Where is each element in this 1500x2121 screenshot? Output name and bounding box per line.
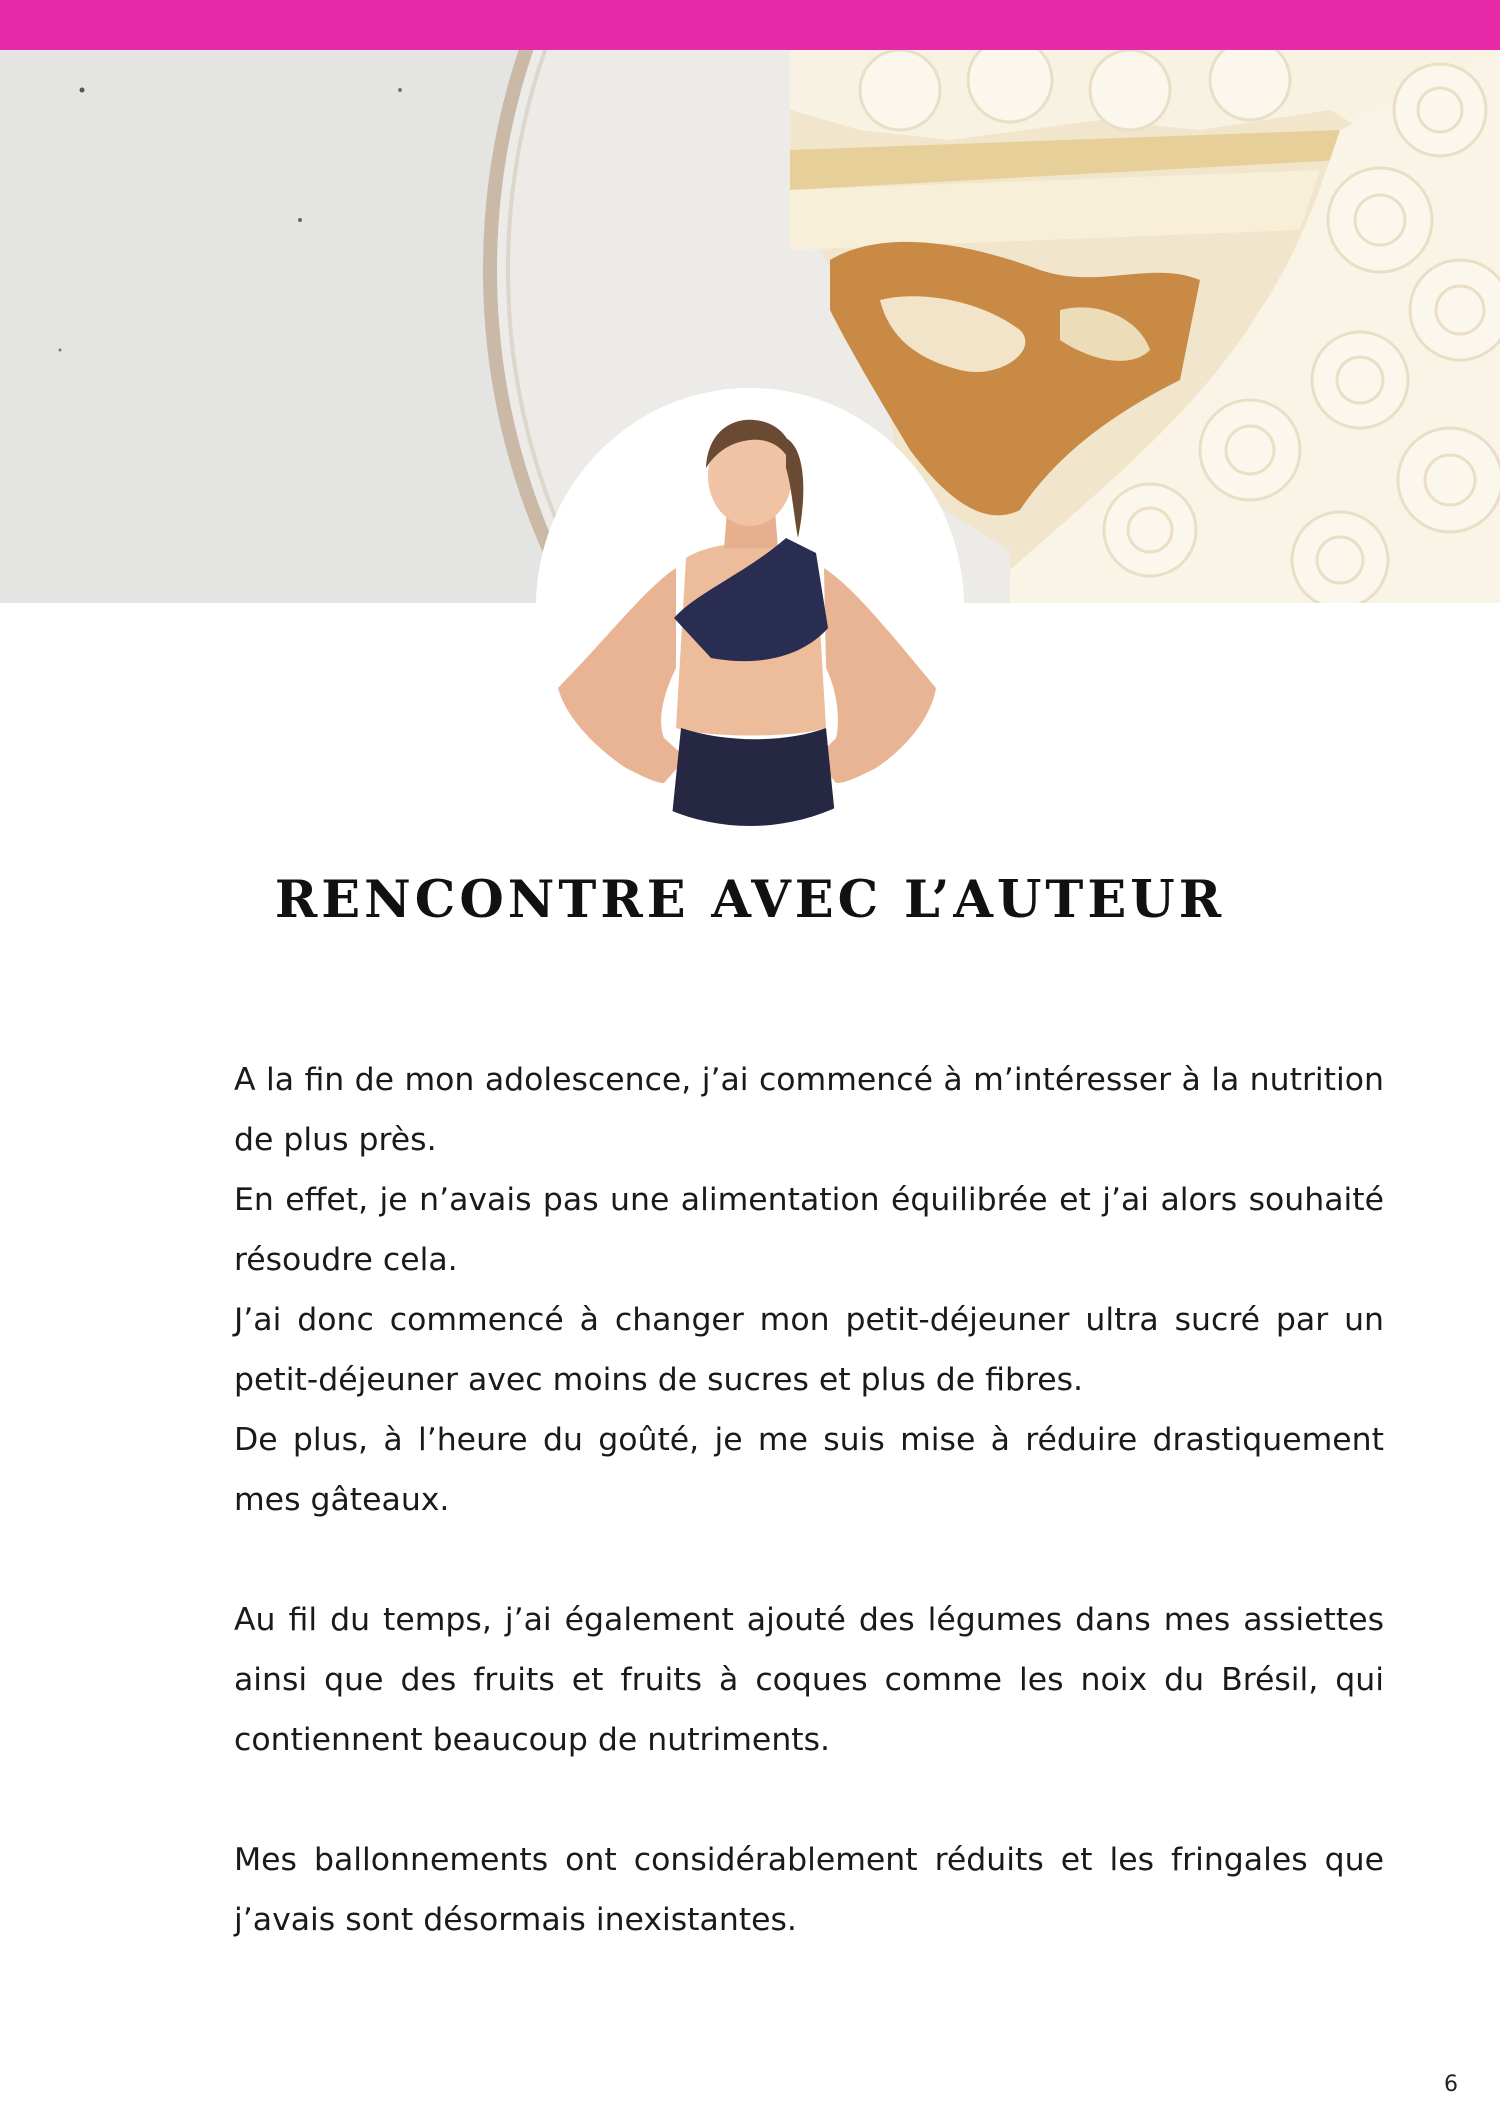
paragraph-spacer (234, 1530, 1384, 1590)
accent-top-bar (0, 0, 1500, 50)
body-text (234, 1050, 1384, 1950)
paragraph: De plus, à l’heure du goûté, je me suis mise à réduire drastiquement mes gâteaux. (234, 1422, 1384, 1518)
paragraph: A la fin de mon adolescence, j’ai commencé à m’intéresser à la nutrition de plus près. (234, 1062, 1384, 1158)
paragraph-spacer (234, 1770, 1384, 1830)
page-title: RENCONTRE AVEC L’AUTEUR (274, 870, 1226, 930)
paragraph: Mes ballonnements ont considérablement réduits et les fringales que j’avais sont désormais inexistantes. (234, 1842, 1384, 1938)
author-portrait (536, 388, 964, 826)
paragraph: Au fil du temps, j’ai également ajouté des légumes dans mes assiettes ainsi que des fruits et fruits à coques comme les noix du Brésil, qui contiennent beaucoup de nutriments. (234, 1602, 1384, 1758)
paragraph: En effet, je n’avais pas une alimentation équilibrée et j’ai alors souhaité résoudre cela. (234, 1182, 1384, 1278)
paragraph: J’ai donc commencé à changer mon petit-déjeuner ultra sucré par un petit-déjeuner avec moins de sucres et plus de fibres. (234, 1302, 1384, 1398)
page-number: 6 (1444, 2072, 1458, 2097)
